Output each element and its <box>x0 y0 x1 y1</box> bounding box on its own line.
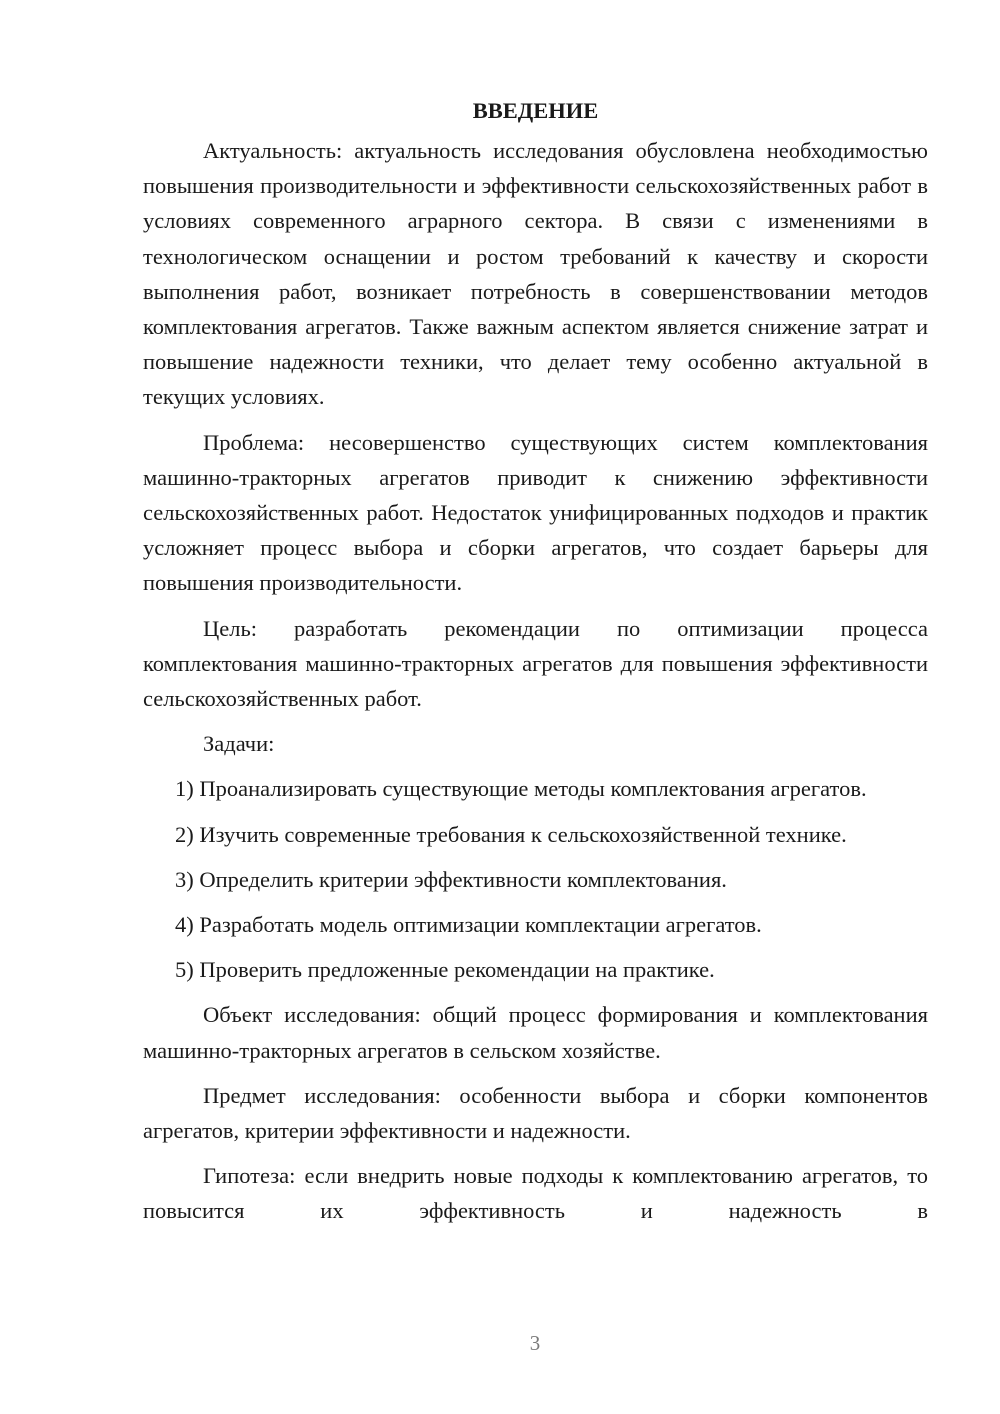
task-item-5: 5) Проверить предложенные рекомендации на практике. <box>175 957 715 983</box>
tasks-label: Задачи: <box>203 731 275 757</box>
task-item-2: 2) Изучить современные требования к сельскохозяйственной технике. <box>175 821 847 847</box>
paragraph-relevance: Актуальность: актуальность исследования обусловлена необходимостью повышения производительности и эффективности сельскохозяйственных работ в условиях современного аграрного сектора. В связи с изменениями в технологическом оснащении и ростом требований к качеству и скорости выполнения работ, возникает потребность в совершенствовании методов комплектования агрегатов. Также важным аспектом является снижение затрат и повышение надежности техники, что делает тему особенно актуальной в текущих условиях. <box>143 138 928 410</box>
task-item-3: 3) Определить критерии эффективности комплектования. <box>175 866 727 892</box>
page-number: 3 <box>529 1331 541 1355</box>
paragraph-goal: Цель: разработать рекомендации по оптимизации процесса комплектования машинно-тракторных агрегатов для повышения эффективности сельскохозяйственных работ. <box>143 615 928 712</box>
paragraph-object: Объект исследования: общий процесс формирования и комплектования машинно-тракторных агрегатов в сельском хозяйстве. <box>143 1002 928 1063</box>
page-content <box>143 93 928 1229</box>
section-heading: ВВЕДЕНИЕ <box>472 98 599 123</box>
task-item-1: 1) Проанализировать существующие методы комплектования агрегатов. <box>175 776 867 802</box>
paragraph-subject: Предмет исследования: особенности выбора и сборки компонентов агрегатов, критерии эффективности и надежности. <box>143 1082 928 1144</box>
paragraph-hypothesis: Гипотеза: если внедрить новые подходы к комплектованию агрегатов, то повысится их эффективность и надежность в <box>143 1163 928 1224</box>
task-item-4: 4) Разработать модель оптимизации комплектации агрегатов. <box>175 912 762 938</box>
paragraph-problem: Проблема: несовершенство существующих систем комплектования машинно-тракторных агрегатов приводит к снижению эффективности сельскохозяйственных работ. Недостаток унифицированных подходов и практик усложняет процесс выбора и сборки агрегатов, что создает барьеры для повышения производительности. <box>143 429 928 596</box>
